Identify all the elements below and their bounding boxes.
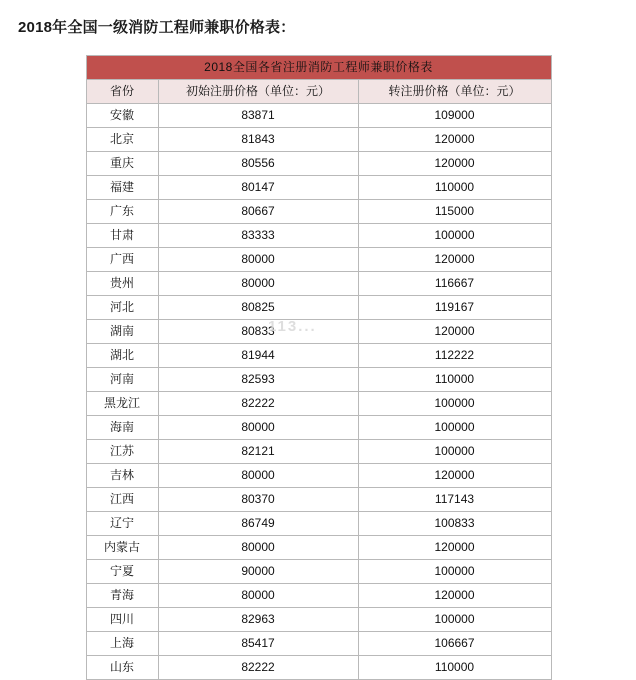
table-row: [86, 272, 551, 296]
price-table: [86, 55, 552, 680]
column-header-province: 省份: [86, 80, 158, 104]
price-table-container: [86, 55, 551, 680]
table-row: [86, 344, 551, 368]
table-row: [86, 608, 551, 632]
cell-initial-price: 80000: [158, 536, 358, 560]
table-title-row: [86, 56, 551, 80]
cell-initial-price: 80000: [158, 248, 358, 272]
cell-initial-price: 80556: [158, 152, 358, 176]
cell-province: 辽宁: [86, 512, 158, 536]
cell-province: 江西: [86, 488, 158, 512]
cell-province: 广东: [86, 200, 158, 224]
cell-initial-price: 80825: [158, 296, 358, 320]
table-row: [86, 224, 551, 248]
cell-transfer-price: 100000: [358, 224, 551, 248]
cell-transfer-price: 120000: [358, 320, 551, 344]
table-row: [86, 248, 551, 272]
cell-province: 甘肃: [86, 224, 158, 248]
cell-province: 四川: [86, 608, 158, 632]
cell-initial-price: 82593: [158, 368, 358, 392]
cell-transfer-price: 120000: [358, 248, 551, 272]
table-row: [86, 296, 551, 320]
cell-province: 吉林: [86, 464, 158, 488]
table-row: [86, 392, 551, 416]
cell-transfer-price: 100833: [358, 512, 551, 536]
page-title: 2018年全国一级消防工程师兼职价格表：: [18, 19, 296, 36]
cell-transfer-price: 120000: [358, 128, 551, 152]
cell-transfer-price: 116667: [358, 272, 551, 296]
table-title: 2018全国各省注册消防工程师兼职价格表: [86, 56, 551, 80]
cell-transfer-price: 120000: [358, 152, 551, 176]
table-row: [86, 368, 551, 392]
cell-initial-price: 80000: [158, 584, 358, 608]
cell-province: 海南: [86, 416, 158, 440]
cell-transfer-price: 115000: [358, 200, 551, 224]
table-row: [86, 152, 551, 176]
cell-transfer-price: 110000: [358, 656, 551, 680]
table-row: [86, 176, 551, 200]
column-header-initial-price: 初始注册价格（单位：元）: [158, 80, 358, 104]
cell-transfer-price: 100000: [358, 608, 551, 632]
cell-transfer-price: 110000: [358, 176, 551, 200]
cell-transfer-price: 106667: [358, 632, 551, 656]
watermark-text: 113...: [268, 318, 317, 335]
cell-initial-price: 80370: [158, 488, 358, 512]
cell-province: 湖南: [86, 320, 158, 344]
table-row: [86, 488, 551, 512]
cell-initial-price: 80000: [158, 416, 358, 440]
table-row: [86, 560, 551, 584]
cell-initial-price: 80667: [158, 200, 358, 224]
cell-province: 重庆: [86, 152, 158, 176]
cell-province: 福建: [86, 176, 158, 200]
column-header-transfer-price: 转注册价格（单位：元）: [358, 80, 551, 104]
cell-province: 内蒙古: [86, 536, 158, 560]
cell-transfer-price: 100000: [358, 440, 551, 464]
cell-initial-price: 86749: [158, 512, 358, 536]
cell-initial-price: 82121: [158, 440, 358, 464]
cell-province: 黑龙江: [86, 392, 158, 416]
cell-province: 宁夏: [86, 560, 158, 584]
cell-province: 河北: [86, 296, 158, 320]
cell-province: 青海: [86, 584, 158, 608]
cell-initial-price: 83333: [158, 224, 358, 248]
cell-initial-price: 80000: [158, 272, 358, 296]
cell-transfer-price: 120000: [358, 464, 551, 488]
cell-province: 山东: [86, 656, 158, 680]
cell-initial-price: 81944: [158, 344, 358, 368]
cell-transfer-price: 120000: [358, 584, 551, 608]
cell-transfer-price: 119167: [358, 296, 551, 320]
table-row: [86, 416, 551, 440]
cell-province: 北京: [86, 128, 158, 152]
cell-initial-price: 82222: [158, 656, 358, 680]
table-row: [86, 656, 551, 680]
cell-initial-price: 80000: [158, 464, 358, 488]
cell-transfer-price: 117143: [358, 488, 551, 512]
table-row: [86, 512, 551, 536]
cell-province: 上海: [86, 632, 158, 656]
cell-transfer-price: 120000: [358, 536, 551, 560]
table-row: [86, 464, 551, 488]
price-table-body: [86, 56, 551, 680]
table-row: [86, 584, 551, 608]
cell-initial-price: 82963: [158, 608, 358, 632]
table-row: [86, 536, 551, 560]
cell-initial-price: 80147: [158, 176, 358, 200]
table-row: [86, 632, 551, 656]
cell-transfer-price: 100000: [358, 392, 551, 416]
table-row: [86, 200, 551, 224]
cell-province: 河南: [86, 368, 158, 392]
cell-transfer-price: 109000: [358, 104, 551, 128]
table-row: [86, 440, 551, 464]
cell-province: 安徽: [86, 104, 158, 128]
cell-province: 贵州: [86, 272, 158, 296]
cell-initial-price: 90000: [158, 560, 358, 584]
cell-initial-price: 82222: [158, 392, 358, 416]
cell-transfer-price: 110000: [358, 368, 551, 392]
table-row: [86, 128, 551, 152]
cell-province: 江苏: [86, 440, 158, 464]
table-row: [86, 104, 551, 128]
cell-transfer-price: 100000: [358, 560, 551, 584]
cell-initial-price: 83871: [158, 104, 358, 128]
cell-province: 广西: [86, 248, 158, 272]
cell-initial-price: 80833: [158, 320, 358, 344]
table-row: [86, 320, 551, 344]
table-header-row: [86, 80, 551, 104]
cell-transfer-price: 100000: [358, 416, 551, 440]
cell-transfer-price: 112222: [358, 344, 551, 368]
cell-initial-price: 81843: [158, 128, 358, 152]
cell-province: 湖北: [86, 344, 158, 368]
cell-initial-price: 85417: [158, 632, 358, 656]
